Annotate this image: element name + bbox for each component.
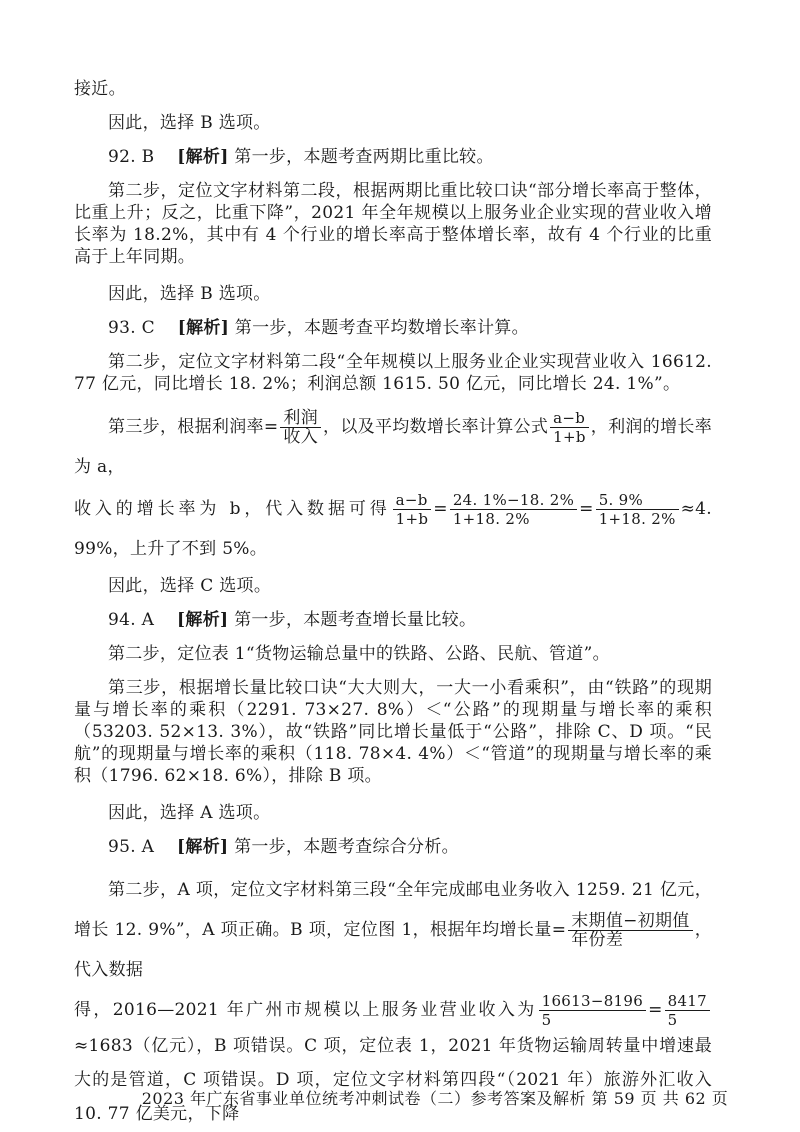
step-text: 第一步，本题考查平均数增长率计算。 <box>234 318 529 338</box>
fraction-numerator: 24. 1%−18. 2% <box>450 491 577 510</box>
step-text: ，以及平均数增长率计算公式 <box>323 417 549 437</box>
step-text: 第一步，本题考查综合分析。 <box>234 837 459 857</box>
fraction-simplified <box>596 491 679 528</box>
step-text: 得，2016—2021 年广州市规模以上服务业营业收入为 <box>74 1000 537 1020</box>
question-93-conclusion <box>74 575 712 597</box>
fraction-denominator: 5 <box>541 1011 552 1029</box>
step-text: 第二步，定位表 1“货物运输总量中的铁路、公路、民航、管道”。 <box>108 644 610 664</box>
step-text: 第三步，根据利润率= <box>108 417 279 437</box>
step-text: ≈1683（亿元），B 项错误。C 项，定位表 1，2021 年货物运输周转量中增速最大的是管道，C 项错误。D 项，定位文字材料第四段“（2021 年）旅游外汇收入 10. 77 亿美元，下降 <box>74 1036 712 1124</box>
fraction-growth-formula <box>550 409 589 446</box>
fraction-substituted <box>450 491 577 528</box>
question-94-step2 <box>74 643 712 665</box>
fraction-denominator: 1+b <box>395 510 429 528</box>
text-choose: 因此，选择 A 选项。 <box>108 803 271 823</box>
question-92-header <box>74 146 712 168</box>
step-text: 第二步，定位文字材料第二段，根据两期比重比较口诀“部分增长率高于整体，比重上升；反之，比重下降”，2021 年全年规模以上服务业企业实现的营业收入增长率为 18.2%，其中有 4 个行业的增长率高于整体增长率，故有 4 个行业的比重高于上年同期。 <box>74 181 712 267</box>
fraction-numerator: 8417 <box>665 992 710 1011</box>
step-text: ≈4. 99%，上升了不到 5%。 <box>74 499 712 559</box>
fraction-denominator: 1+b <box>553 428 586 446</box>
page-footer: 2023 年广东省事业单位统考冲刺试卷（二）参考答案及解析 第 59 页 共 62 页 <box>141 1089 729 1108</box>
fraction-numerator: 利润 <box>280 409 321 428</box>
equals-sign: = <box>648 1000 663 1020</box>
question-93-step3 <box>74 407 712 487</box>
question-95-header <box>74 836 712 858</box>
fraction-numerator: a−b <box>550 409 589 428</box>
question-number: 95. A <box>108 837 155 857</box>
fraction-denominator: 年份差 <box>571 930 624 950</box>
question-94-conclusion <box>74 802 712 824</box>
fraction-numerator: 16613−8196 <box>539 992 646 1011</box>
analysis-tag: [解析] <box>177 837 229 857</box>
question-94-header <box>74 609 712 631</box>
question-number: 94. A <box>108 610 155 630</box>
question-93-step2 <box>74 351 712 395</box>
fraction-revenue-simplified <box>665 992 710 1029</box>
step-text: ，利润的增长率为 a， <box>74 417 712 477</box>
fraction-denominator: 收入 <box>283 427 319 447</box>
fraction-annual-growth <box>568 912 692 949</box>
paragraph-choose-b-91 <box>74 112 712 134</box>
fraction-numerator: 末期值−初期值 <box>568 912 692 931</box>
fraction-numerator: 5. 9% <box>596 491 679 510</box>
fraction-denominator: 1+18. 2% <box>452 510 530 528</box>
question-92-step2 <box>74 180 712 268</box>
fraction-revenue <box>539 992 646 1029</box>
step-text: 第二步，定位文字材料第二段“全年规模以上服务业企业实现营业收入 16612. 77 亿元，同比增长 18. 2%；利润总额 1615. 50 亿元，同比增长 24. 1%”。 <box>74 352 712 394</box>
question-94-step3 <box>74 677 712 787</box>
analysis-tag: [解析] <box>177 147 229 167</box>
step-text: 第三步，根据增长量比较口诀“大大则大，一大一小看乘积”，由“铁路”的现期量与增长率的乘积（2291. 73×27. 8%）＜“公路”的现期量与增长率的乘积（53203. 52×13. 3%），故“铁路”同比增长量低于“公路”，排除 C、D 项。“民航”的现期量与增长率的乘积（118. 78×4. 4%）＜“管道”的现期量与增长率的乘积（1796. 62×18. 6%），排除 B 项。 <box>74 678 712 786</box>
fraction-numerator: a−b <box>393 491 432 510</box>
fraction-formula <box>393 491 432 528</box>
step-text: 收入的增长率为 b，代入数据可得 <box>74 499 391 519</box>
analysis-tag: [解析] <box>177 610 229 630</box>
paragraph-closing-prev <box>74 78 712 100</box>
analysis-tag: [解析] <box>177 318 230 338</box>
question-93-header <box>74 317 712 339</box>
step-text: 第二步，A 项，定位文字材料第三段“全年完成邮电业务收入 1259. 21 亿元，增长 12. 9%”，A 项正确。B 项，定位图 1，根据年均增长量= <box>74 880 712 940</box>
text-jiejin: 接近。 <box>74 79 126 99</box>
fraction-denominator: 1+18. 2% <box>598 510 676 528</box>
question-95-calculation <box>74 992 712 1131</box>
question-number: 93. C <box>108 318 155 338</box>
question-number: 92. B <box>108 147 155 167</box>
question-95-step2 <box>74 870 712 990</box>
equals-sign: = <box>433 499 448 519</box>
fraction-profit-rate <box>280 409 321 446</box>
question-92-conclusion <box>74 283 712 305</box>
fraction-denominator: 5 <box>667 1011 678 1029</box>
step-text: 第一步，本题考查增长量比较。 <box>234 610 477 630</box>
text-choose: 因此，选择 C 选项。 <box>108 576 272 596</box>
text-choose: 因此，选择 B 选项。 <box>108 284 271 304</box>
step-text: 第一步，本题考查两期比重比较。 <box>234 147 494 167</box>
text-choose: 因此，选择 B 选项。 <box>108 113 271 133</box>
step-text: ，代入数据 <box>74 920 712 980</box>
equals-sign: = <box>579 499 594 519</box>
question-93-calculation <box>74 489 712 569</box>
